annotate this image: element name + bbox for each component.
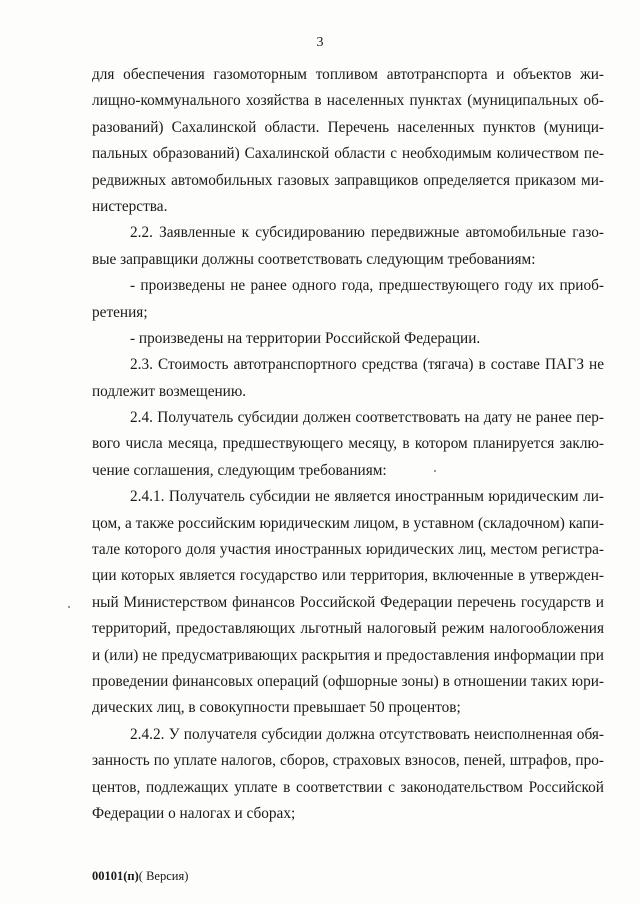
document-body xyxy=(92,62,604,827)
text-line: цом, а также российским юридическим лицом, в уставном (складочном) капи- xyxy=(92,514,604,532)
text-line: 2.2. Заявленные к субсидированию передвижные автомобильные газо- xyxy=(130,224,604,242)
footer-code: 00101(п) xyxy=(92,869,139,883)
text-line: вого числа месяца, предшествующего месяцу, в котором планируется заклю- xyxy=(92,435,604,453)
text-line: тале которого доля участия иностранных юридических лиц, местом регистра- xyxy=(92,541,604,559)
text-line: ретения; xyxy=(92,303,148,321)
text-line: Федерации о налогах и сборах; xyxy=(92,804,296,822)
text-line: занность по уплате налогов, сборов, страховых взносов, пеней, штрафов, про- xyxy=(92,752,604,770)
text-line: редвижных автомобильных газовых заправщиков определяется приказом ми- xyxy=(92,171,604,189)
text-line: территорий, предоставляющих льготный налоговый режим налогообложения xyxy=(92,620,604,638)
text-line: нистерства. xyxy=(92,197,168,215)
scan-speck xyxy=(68,606,70,608)
text-line: центов, подлежащих уплате в соответствии с законодательством Российской xyxy=(92,778,604,796)
text-line: подлежит возмещению. xyxy=(92,382,247,400)
page-number: 3 xyxy=(316,35,324,50)
text-line: пальных образований) Сахалинской области с необходимым количеством пе- xyxy=(92,145,604,163)
scan-speck xyxy=(434,470,436,472)
footer-document-code xyxy=(92,868,188,884)
text-line: 2.4.2. У получателя субсидии должна отсутствовать неисполненная обя- xyxy=(130,725,604,743)
text-line: для обеспечения газомоторным топливом автотранспорта и объектов жи- xyxy=(92,66,604,83)
text-line: 2.4.1. Получатель субсидии не является иностранным юридическим ли- xyxy=(130,488,604,506)
text-line: 2.4. Получатель субсидии должен соответствовать на дату не ранее пер- xyxy=(130,409,604,427)
text-line: лищно-коммунального хозяйства в населенных пунктах (муниципальных об- xyxy=(92,92,604,110)
footer-version: ( Версия) xyxy=(138,869,189,883)
text-line: дических лиц, в совокупности превышает 50 процентов; xyxy=(92,699,461,717)
text-line: чение соглашения, следующим требованиям: xyxy=(92,461,387,479)
text-line: ный Министерством финансов Российской Федерации перечень государств и xyxy=(92,593,604,611)
text-line: ции которых является государство или территория, включенные в утвержден- xyxy=(92,567,604,585)
text-line: проведении финансовых операций (офшорные зоны) в отношении таких юри- xyxy=(92,672,604,690)
text-line: и (или) не предусматривающих раскрытия и предоставления информации при xyxy=(92,646,604,664)
text-line: 2.3. Стоимость автотранспортного средства (тягача) в составе ПАГЗ не xyxy=(130,356,604,374)
text-line: вые заправщики должны соответствовать следующим требованиям: xyxy=(92,250,536,268)
text-line: - произведены на территории Российской Федерации. xyxy=(130,329,481,347)
text-line: - произведены не ранее одного года, предшествующего году их приоб- xyxy=(130,277,604,295)
text-line: разований) Сахалинской области. Перечень населенных пунктов (муници- xyxy=(92,118,604,136)
